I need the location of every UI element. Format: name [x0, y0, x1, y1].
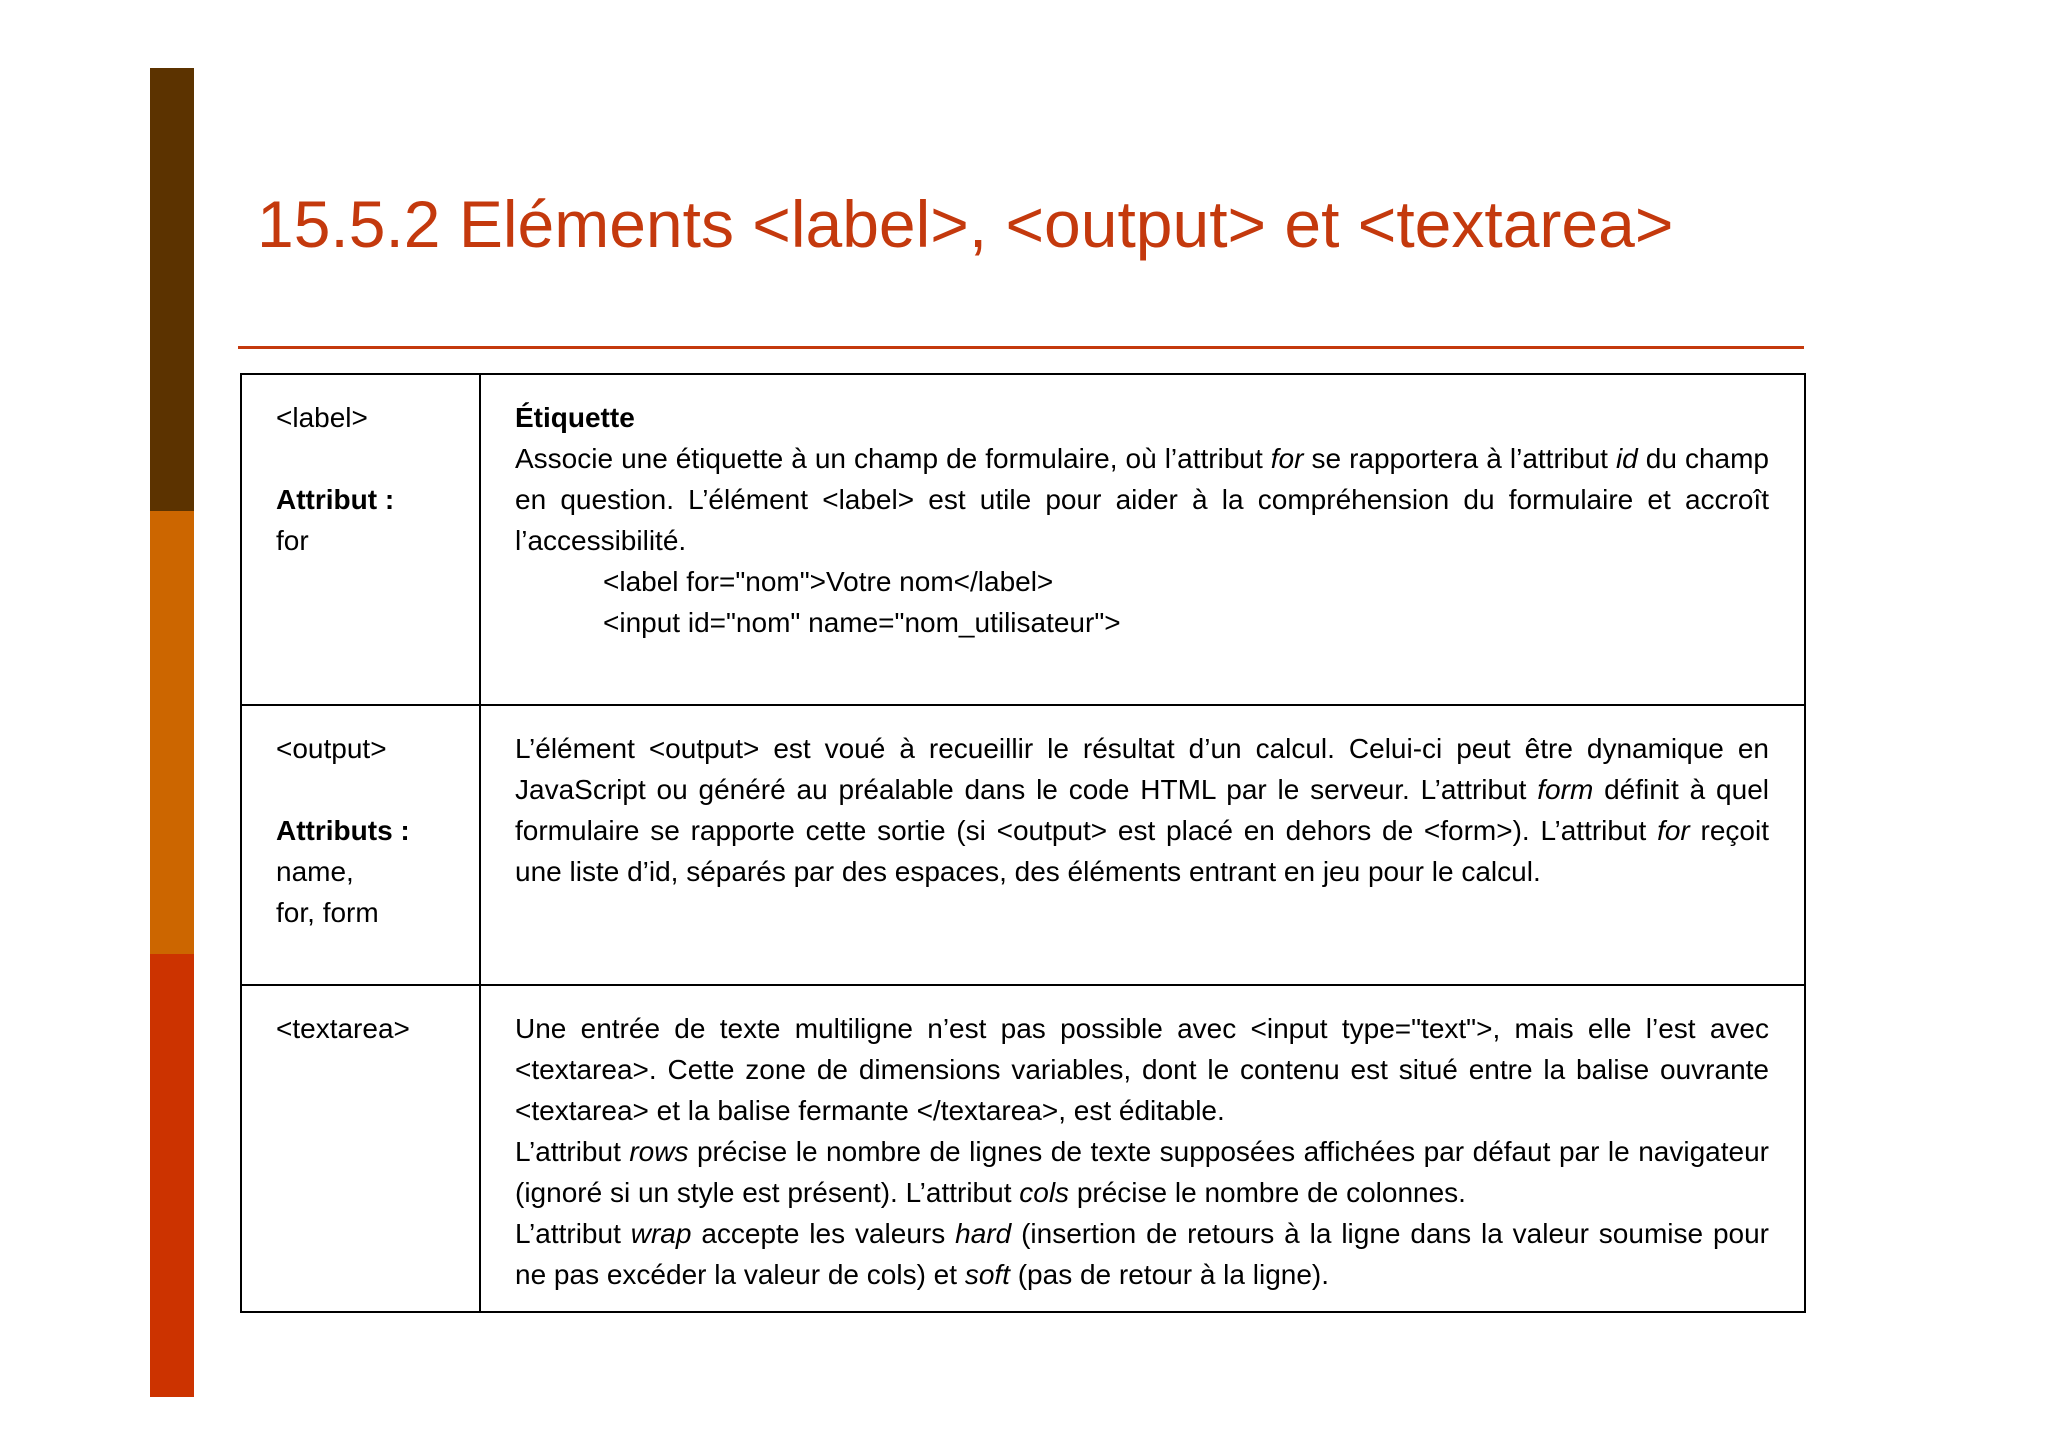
accent-bar-middle: [150, 511, 194, 954]
definitions-table: [240, 373, 1806, 1313]
description-text: L’attribut rows précise le nombre de lignes de texte supposées affichées par défaut par le navigateur (ignoré si un style est présent). L’attribut cols précise le nombre de colonnes.: [515, 1136, 1769, 1208]
attributes-list: name,: [276, 856, 354, 887]
table-row-output: [241, 705, 1805, 985]
attributes-heading: Attribut :: [276, 484, 395, 515]
description-text: Une entrée de texte multiligne n’est pas possible avec <input type="text">, mais elle l’est avec <textarea>. Cette zone de dimensions variables, dont le contenu est situé entre la balise ouvrante <textarea> et la balise fermante </textarea>, est éditable.: [515, 1013, 1769, 1126]
code-example-line: <input id="nom" name="nom_utilisateur">: [603, 607, 1121, 638]
attributes-list: for, form: [276, 897, 379, 928]
description-heading: Étiquette: [515, 402, 635, 433]
term-cell: [241, 985, 480, 1312]
value-hard: hard: [955, 1218, 1012, 1249]
title-divider: [238, 346, 1804, 349]
term-cell: [241, 374, 480, 705]
description-cell: [480, 374, 1805, 705]
description-cell: [480, 985, 1805, 1312]
description-cell: [480, 705, 1805, 985]
attr-name-form: form: [1537, 774, 1594, 805]
attr-name-for: for: [1657, 815, 1690, 846]
attr-name-for: for: [1270, 443, 1304, 474]
description-text: Associe une étiquette à un champ de formulaire, où l’attribut for se rapportera à l’attribut id du champ en question. L’élément <label> est utile pour aider à la compréhension du formulaire et accroît l’accessibilité.: [515, 443, 1769, 556]
attr-name-id: id: [1615, 443, 1638, 474]
description-text: L’élément <output> est voué à recueillir le résultat d’un calcul. Celui-ci peut être dynamique en JavaScript ou généré au préalable dans le code HTML par le serveur. L’attribut form définit à quel formulaire se rapporte cette sortie (si <output> est placé en dehors de <form>). L’attribut for reçoit une liste d’id, séparés par des espaces, des éléments entrant en jeu pour le calcul.: [515, 733, 1769, 887]
attr-name-wrap: wrap: [630, 1218, 692, 1249]
term-name: <textarea>: [276, 1013, 410, 1044]
attributes-heading: Attributs :: [276, 815, 410, 846]
table-row-label: [241, 374, 1805, 705]
term-name: <output>: [276, 733, 387, 764]
description-text: L’attribut wrap accepte les valeurs hard (insertion de retours à la ligne dans la valeur soumise pour ne pas excéder la valeur de cols) et soft (pas de retour à la ligne).: [515, 1218, 1769, 1290]
attr-name-cols: cols: [1019, 1177, 1070, 1208]
accent-bar-top: [150, 68, 194, 511]
value-soft: soft: [964, 1259, 1010, 1290]
term-cell: [241, 705, 480, 985]
attributes-list: for: [276, 525, 309, 556]
attr-name-rows: rows: [629, 1136, 689, 1167]
accent-bar-bottom: [150, 954, 194, 1397]
table-row-textarea: [241, 985, 1805, 1312]
code-example-line: <label for="nom">Votre nom</label>: [603, 566, 1054, 597]
slide-title: 15.5.2 Eléments <label>, <output> et <textarea>: [257, 187, 1674, 261]
term-name: <label>: [276, 402, 368, 433]
